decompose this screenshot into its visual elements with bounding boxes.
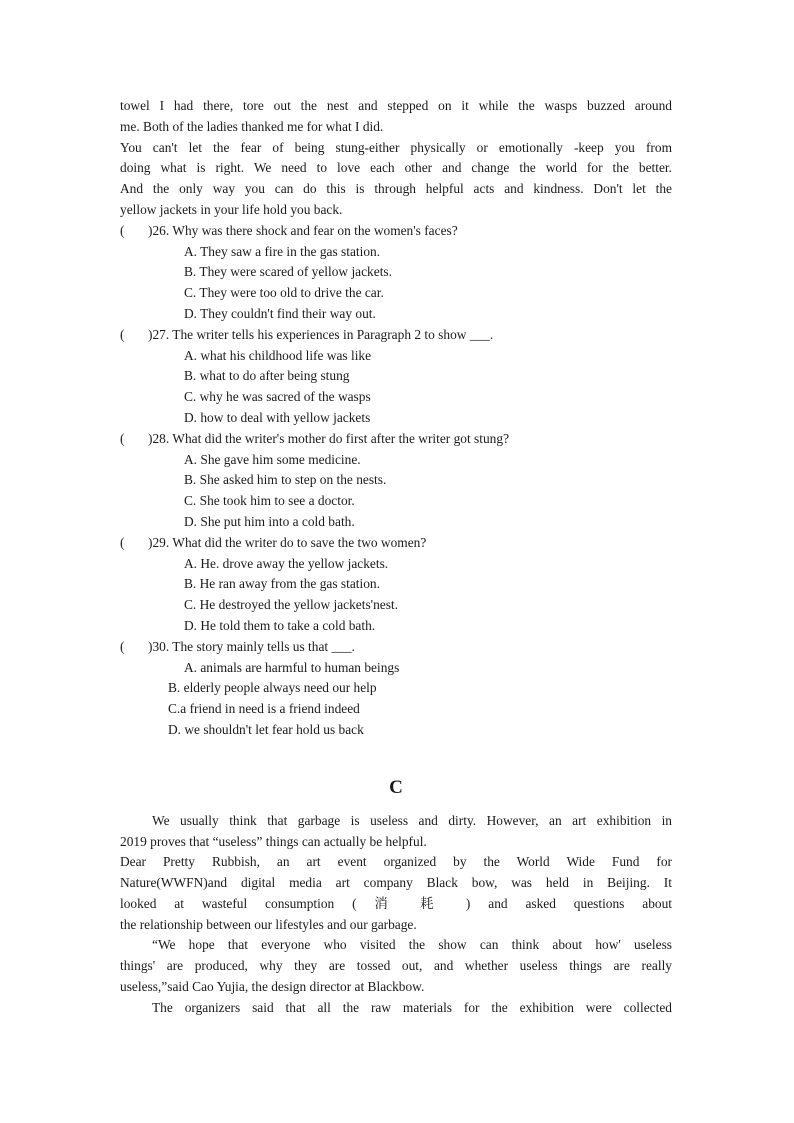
answer-paren[interactable]: ( bbox=[120, 534, 125, 550]
option-d: D. They couldn't find their way out. bbox=[184, 305, 376, 321]
document-page bbox=[120, 96, 672, 1019]
passage-line: the relationship between our lifestyles and our garbage. bbox=[120, 916, 417, 932]
passage-line: me. Both of the ladies thanked me for what I did. bbox=[120, 118, 384, 134]
option-c: C. They were too old to drive the car. bbox=[184, 285, 384, 301]
passage-line: useless,”said Cao Yujia, the design director at Blackbow. bbox=[120, 979, 425, 995]
option-a: A. They saw a fire in the gas station. bbox=[184, 243, 381, 259]
passage-line: looked at wasteful consumption ( 消 耗 ) and asked questions about bbox=[120, 895, 672, 911]
option-b: B. She asked him to step on the nests. bbox=[184, 472, 387, 488]
question-text: )27. The writer tells his experiences in Paragraph 2 to show ___. bbox=[148, 326, 494, 342]
option-a: A. He. drove away the yellow jackets. bbox=[184, 555, 389, 571]
question-stem bbox=[120, 325, 672, 346]
passage-c bbox=[120, 811, 672, 1019]
option-b: B. what to do after being stung bbox=[184, 368, 350, 384]
question-26 bbox=[120, 221, 672, 325]
option-c: C. He destroyed the yellow jackets'nest. bbox=[184, 597, 399, 613]
question-stem bbox=[120, 533, 672, 554]
passage-line: Dear Pretty Rubbish, an art event organized by the World Wide Fund for bbox=[120, 854, 672, 870]
option-d: D. we shouldn't let fear hold us back bbox=[168, 721, 364, 737]
option-a: A. She gave him some medicine. bbox=[184, 451, 361, 467]
answer-paren[interactable]: ( bbox=[120, 430, 125, 446]
passage-line: The organizers said that all the raw materials for the exhibition were collected bbox=[152, 999, 672, 1015]
option-b: B. They were scared of yellow jackets. bbox=[184, 264, 392, 280]
question-29 bbox=[120, 533, 672, 637]
option-d: D. He told them to take a cold bath. bbox=[184, 617, 376, 633]
passage-line: “We hope that everyone who visited the show can think about how' useless bbox=[152, 937, 672, 953]
answer-paren[interactable]: ( bbox=[120, 326, 125, 342]
option-a: A. what his childhood life was like bbox=[184, 347, 372, 363]
answer-paren[interactable]: ( bbox=[120, 638, 125, 654]
question-stem bbox=[120, 637, 672, 658]
question-stem bbox=[120, 429, 672, 450]
option-d: D. how to deal with yellow jackets bbox=[184, 409, 371, 425]
passage-line: yellow jackets in your life hold you back. bbox=[120, 201, 343, 217]
question-28 bbox=[120, 429, 672, 533]
option-c: C. She took him to see a doctor. bbox=[184, 493, 355, 509]
section-heading: C bbox=[389, 776, 403, 798]
option-c: C.a friend in need is a friend indeed bbox=[168, 701, 360, 717]
question-30 bbox=[120, 637, 672, 741]
option-c: C. why he was sacred of the wasps bbox=[184, 389, 371, 405]
question-text: )29. What did the writer do to save the two women? bbox=[148, 534, 427, 550]
passage-line: towel I had there, tore out the nest and stepped on it while the wasps buzzed around bbox=[120, 98, 672, 113]
option-b: B. He ran away from the gas station. bbox=[184, 576, 380, 592]
question-27 bbox=[120, 325, 672, 429]
question-text: )30. The story mainly tells us that ___. bbox=[148, 638, 355, 654]
option-a: A. animals are harmful to human beings bbox=[184, 659, 400, 675]
passage-b-ending bbox=[120, 96, 672, 221]
question-text: )28. What did the writer's mother do first after the writer got stung? bbox=[148, 430, 510, 446]
passage-line: doing what is right. We need to love each other and change the world for the better. bbox=[120, 160, 672, 176]
option-b: B. elderly people always need our help bbox=[168, 680, 377, 696]
passage-line: And the only way you can do this is through helpful acts and kindness. Don't let the bbox=[120, 181, 672, 197]
passage-line: 2019 proves that “useless” things can actually be helpful. bbox=[120, 833, 427, 849]
question-stem bbox=[120, 221, 672, 242]
passage-line: You can't let the fear of being stung-either physically or emotionally -keep you from bbox=[120, 139, 672, 155]
answer-paren[interactable]: ( bbox=[120, 222, 125, 238]
passage-line: We usually think that garbage is useless and dirty. However, an art exhibition in bbox=[152, 812, 672, 828]
passage-line: Nature(WWFN)and digital media art company Black bow, was held in Beijing. It bbox=[120, 875, 672, 891]
passage-line: things' are produced, why they are tossed out, and whether useless things are really bbox=[120, 958, 672, 974]
question-text: )26. Why was there shock and fear on the women's faces? bbox=[148, 222, 458, 238]
option-d: D. She put him into a cold bath. bbox=[184, 513, 355, 529]
